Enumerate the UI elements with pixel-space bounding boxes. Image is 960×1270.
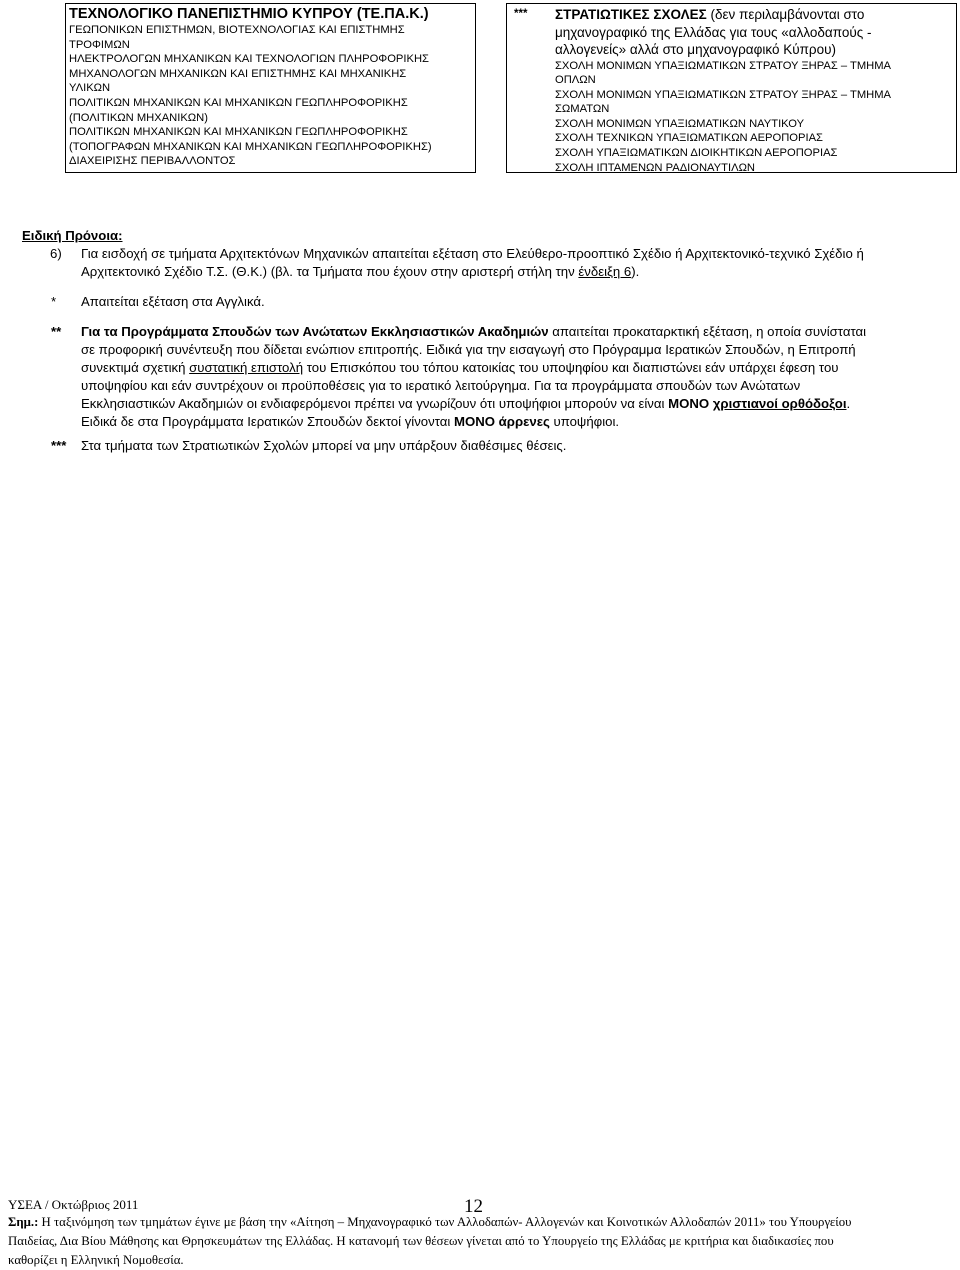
department-line: ΔΙΑΧΕΙΡΙΣΗΣ ΠΕΡΙΒΑΛΛΟΝΤΟΣ (69, 155, 236, 168)
university-departments-box (65, 3, 476, 173)
note-double-star-text: απαιτείται προκαταρκτική εξέταση, η οποία συνίσταται (548, 324, 867, 339)
school-line: ΣΧΟΛΗ ΥΠΑΞΙΩΜΑΤΙΚΩΝ ΔΙΟΙΚΗΤΙΚΩΝ ΑΕΡΟΠΟΡΙΑΣ (555, 147, 838, 160)
footer-edition: ΥΣΕΑ / Οκτώβριος 2011 (8, 1197, 139, 1212)
note-triple-star-marker: *** (51, 438, 67, 453)
department-line: (ΠΟΛΙΤΙΚΩΝ ΜΗΧΑΝΙΚΩΝ) (69, 111, 208, 124)
note-double-star-line-2: σε προφορική συνέντευξη που δίδεται ενώπιον επιτροπής. Ειδικά για την εισαγωγή στο Πρόγραμμα Ιερατικών Σπουδών, η Επιτροπή (81, 342, 856, 357)
note-double-star-period: . (846, 396, 851, 411)
note-6-marker: 6) (50, 246, 62, 261)
footer-note-label: Σημ.: (8, 1215, 39, 1229)
military-schools-list (555, 6, 954, 175)
military-schools-title-line: μηχανογραφικό της Ελλάδας για τους «αλλοδαπούς - (555, 24, 872, 40)
note-star-text: Απαιτείται εξέταση στα Αγγλικά. (81, 294, 265, 309)
department-line: (ΤΟΠΟΓΡΑΦΩΝ ΜΗΧΑΝΙΚΩΝ ΚΑΙ ΜΗΧΑΝΙΚΩΝ ΓΕΩΠΛΗΡΟΦΟΡΙΚΗΣ) (69, 140, 432, 153)
note-star-marker: * (51, 294, 57, 309)
military-schools-title-rest: (δεν περιλαμβάνονται στο (706, 7, 865, 22)
department-line: ΓΕΩΠΟΝΙΚΩΝ ΕΠΙΣΤΗΜΩΝ, ΒΙΟΤΕΧΝΟΛΟΓΙΑΣ ΚΑΙ ΕΠΙΣΤΗΜΗΣ (69, 24, 405, 36)
footer-note (8, 1213, 958, 1270)
military-schools-marker: *** (514, 8, 528, 20)
note-double-star-text: Εκκλησιαστικών Ακαδημιών οι ενδιαφερόμενοι πρέπει να γνωρίζουν ότι υποψήφιοι μπορούν να είναι (81, 396, 669, 411)
department-line: ΗΛΕΚΤΡΟΛΟΓΩΝ ΜΗΧΑΝΙΚΩΝ ΚΑΙ ΤΕΧΝΟΛΟΓΙΩΝ ΠΛΗΡΟΦΟΡΙΚΗΣ (69, 53, 429, 66)
department-line: ΥΛΙΚΩΝ (69, 82, 111, 95)
note-6-reference: ένδειξη 6 (578, 264, 632, 279)
footer-note-text: Η ταξινόμηση των τμημάτων έγινε με βάση την «Αίτηση – Μηχανογραφικό των Αλλοδαπών- Αλλογενών και Κοινοτικών Αλλοδαπών 2011» του Υπουργείου (38, 1215, 852, 1229)
school-line: ΟΠΛΩΝ (555, 74, 596, 87)
note-double-star-text: του Επισκόπου του τόπου κατοικίας του υποψηφίου και διαπιστώνει εάν υπάρχει έφεση του (303, 360, 839, 375)
note-6-text-end: ). (631, 264, 640, 279)
only-males-bold: ΜΟΝΟ άρρενες (453, 414, 550, 429)
university-title: ΤΕΧΝΟΛΟΓΙΚΟ ΠΑΝΕΠΙΣΤΗΜΙΟ ΚΥΠΡΟΥ (ΤΕ.ΠΑ.Κ.) (69, 6, 429, 22)
military-schools-title (555, 6, 954, 24)
school-line: ΣΧΟΛΗ ΜΟΝΙΜΩΝ ΥΠΑΞΙΩΜΑΤΙΚΩΝ ΝΑΥΤΙΚΟΥ (555, 117, 805, 130)
department-line: ΤΡΟΦΙΜΩΝ (69, 38, 130, 51)
note-double-star-text: Ειδικά δε στα Προγράμματα Ιερατικών Σπουδών δεκτοί γίνονται (81, 414, 454, 429)
orthodox-christians-text: χριστιανοί ορθόδοξοι (712, 396, 847, 411)
note-double-star-line-1 (81, 322, 866, 342)
special-provision-heading: Ειδική Πρόνοια: (22, 228, 123, 243)
school-line: ΣΧΟΛΗ ΤΕΧΝΙΚΩΝ ΥΠΑΞΙΩΜΑΤΙΚΩΝ ΑΕΡΟΠΟΡΙΑΣ (555, 132, 823, 145)
department-line: ΠΟΛΙΤΙΚΩΝ ΜΗΧΑΝΙΚΩΝ ΚΑΙ ΜΗΧΑΝΙΚΩΝ ΓΕΩΠΛΗΡΟΦΟΡΙΚΗΣ (69, 96, 408, 109)
footer-note-line-3: καθορίζει η Ελληνική Νομοθεσία. (8, 1253, 184, 1267)
note-double-star-text: συνεκτιμά σχετική (81, 360, 190, 375)
footer-note-line-1 (8, 1213, 958, 1232)
military-schools-title-line: αλλογενείς» αλλά στο μηχανογραφικό Κύπρου) (555, 42, 836, 57)
note-double-star-line-6 (81, 412, 619, 432)
note-6-line-2 (81, 262, 639, 282)
note-double-star-line-5 (81, 394, 850, 414)
note-6-line-1: Για εισδοχή σε τμήματα Αρχιτεκτόνων Μηχανικών απαιτείται εξέταση στο Ελεύθερο-προοπτικό Σχέδιο ή Αρχιτεκτονικό-τεχνικό Σχέδιο ή (81, 246, 864, 261)
department-line: ΠΟΛΙΤΙΚΩΝ ΜΗΧΑΝΙΚΩΝ ΚΑΙ ΜΗΧΑΝΙΚΩΝ ΓΕΩΠΛΗΡΟΦΟΡΙΚΗΣ (69, 126, 408, 139)
military-schools-box (506, 3, 957, 173)
school-line: ΣΧΟΛΗ ΜΟΝΙΜΩΝ ΥΠΑΞΙΩΜΑΤΙΚΩΝ ΣΤΡΑΤΟΥ ΞΗΡΑΣ – ΤΜΗΜΑ (555, 88, 892, 101)
school-line: ΣΩΜΑΤΩΝ (555, 103, 610, 116)
note-double-star-line-3 (81, 358, 839, 378)
note-double-star-line-4: υποψηφίου και εάν συντρέχουν οι προϋποθέσεις για το ιερατικό λειτούργημα. Για τα προγράμματα σπουδών των Ανώτατων (81, 378, 801, 393)
school-line: ΣΧΟΛΗ ΙΠΤΑΜΕΝΩΝ ΡΑΔΙΟΝΑΥΤΙΛΩΝ (555, 161, 756, 174)
department-line: ΜΗΧΑΝΟΛΟΓΩΝ ΜΗΧΑΝΙΚΩΝ ΚΑΙ ΕΠΙΣΤΗΜΗΣ ΚΑΙ ΜΗΧΑΝΙΚΗΣ (69, 67, 407, 80)
footer-note-line-2: Παιδείας, Δια Βίου Μάθησης και Θρησκευμάτων της Ελλάδας. Η κατανομή των θέσεων γίνεται από το Υπουργείο της Ελλάδας με κριτήρια και διαδικασίες που (8, 1234, 834, 1248)
military-schools-title-bold: ΣΤΡΑΤΙΩΤΙΚΕΣ ΣΧΟΛΕΣ (555, 7, 707, 22)
university-departments-list (69, 6, 473, 169)
page-number: 12 (464, 1196, 483, 1217)
only-bold-text: ΜΟΝΟ (668, 396, 710, 411)
ecclesiastical-programs-bold: Για τα Προγράμματα Σπουδών των Ανώτατων Εκκλησιαστικών Ακαδημιών (81, 324, 549, 339)
recommendation-letter-text: συστατική επιστολή (189, 360, 304, 375)
note-6-text: Αρχιτεκτονικό Σχέδιο Τ.Σ. (Θ.Κ.) (βλ. τα Τμήματα που έχουν στην αριστερή στήλη την (81, 264, 579, 279)
note-triple-star-text: Στα τμήματα των Στρατιωτικών Σχολών μπορεί να μην υπάρξουν διαθέσιμες θέσεις. (81, 438, 567, 453)
note-double-star-marker: ** (51, 324, 62, 339)
school-line: ΣΧΟΛΗ ΜΟΝΙΜΩΝ ΥΠΑΞΙΩΜΑΤΙΚΩΝ ΣΤΡΑΤΟΥ ΞΗΡΑΣ – ΤΜΗΜΑ (555, 59, 892, 72)
note-double-star-text: υποψήφιοι. (549, 414, 620, 429)
